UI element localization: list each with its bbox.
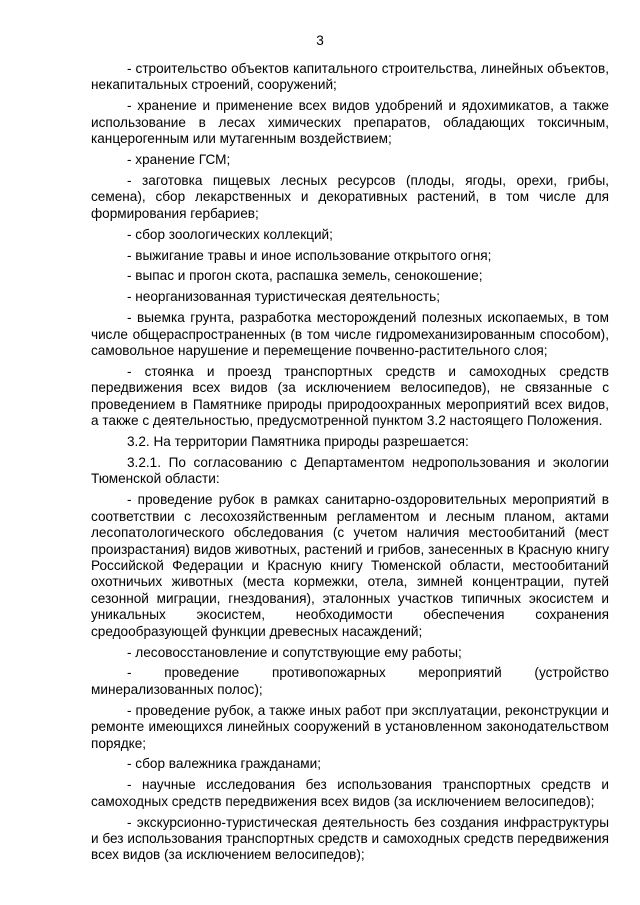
subsection-heading-agreement: 3.2.1. По согласованию с Департаментом недропользования и экологии Тюменской области: bbox=[91, 455, 609, 487]
paragraph-zoological-collections-ban: - сбор зоологических коллекций; bbox=[127, 226, 333, 242]
paragraph-open-fire-ban: - выжигание травы и иное использование открытого огня; bbox=[127, 247, 492, 263]
paragraph-deadwood-collection: - сбор валежника гражданами; bbox=[127, 756, 321, 772]
page-number: 3 bbox=[316, 33, 324, 48]
paragraph-vehicles-ban: - стоянка и проезд транспортных средств и самоходных средств передвижения всех видов (за исключением велосипедов), не связанные с проведением в Памятнике природы природоохранных мероприятий всех видов, а также с деятельностью, предусмотренной пунктом 3.2 настоящего Положения. bbox=[91, 364, 609, 429]
paragraph-sanitary-felling: - проведение рубок в рамках санитарно-оздоровительных мероприятий в соответствии с лесохозяйственным регламентом и лесным планом, актами лесопатологического обследования (с учетом наличия местообитаний (мест произрастания) видов животных, растений и грибов, занесенных в Красную книгу Российской Федерации и Красную книгу Тюменской области, местообитаний охотничьих животных (места кормежки, отела, зимней концентрации, путей сезонной миграции, гнездования), эталонных участков типичных экосистем и уникальных экосистем, необходимости обеспечения сохранения средообразующей функции древесных насаждений; bbox=[91, 492, 609, 639]
paragraph-excursion-tourism: - экскурсионно-туристическая деятельность без создания инфраструктуры и без использования транспортных средств и самоходных средств передвижения всех видов (за исключением велосипедов); bbox=[91, 814, 609, 863]
paragraph-construction-ban: - строительство объектов капитального строительства, линейных объектов, некапитальных строений, сооружений; bbox=[91, 61, 609, 93]
paragraph-reforestation: - лесовосстановление и сопутствующие ему работы; bbox=[127, 644, 462, 660]
paragraph-tourism-ban: - неорганизованная туристическая деятельность; bbox=[127, 289, 440, 305]
paragraph-fire-prevention: - проведение противопожарных мероприятий (устройство минерализованных полос); bbox=[91, 665, 609, 697]
paragraph-forest-resources-ban: - заготовка пищевых лесных ресурсов (плоды, ягоды, орехи, грибы, семена), сбор лекарственных и декоративных растений, в том числе для формирования гербариев; bbox=[91, 172, 609, 221]
document-body bbox=[91, 61, 609, 868]
paragraph-excavation-ban: - выемка грунта, разработка месторождений полезных ископаемых, в том числе общераспространенных (в том числе гидромеханизированным способом), самовольное нарушение и перемещение почвенно-растительного слоя; bbox=[91, 310, 609, 359]
paragraph-fertilizers-ban: - хранение и применение всех видов удобрений и ядохимикатов, а также использование в лесах химических препаратов, обладающих токсичным, канцерогенным или мутагенным воздействием; bbox=[91, 98, 609, 147]
paragraph-scientific-research: - научные исследования без использования транспортных средств и самоходных средств передвижения всех видов (за исключением велосипедов); bbox=[91, 777, 609, 809]
section-heading-allowed: 3.2. На территории Памятника природы разрешается: bbox=[127, 434, 469, 450]
paragraph-grazing-ban: - выпас и прогон скота, распашка земель, сенокошение; bbox=[127, 268, 483, 284]
paragraph-fuel-storage-ban: - хранение ГСМ; bbox=[127, 152, 231, 168]
paragraph-linear-structures: - проведение рубок, а также иных работ при эксплуатации, реконструкции и ремонте имеющихся линейных сооружений в установленном законодательством порядке; bbox=[91, 702, 609, 751]
